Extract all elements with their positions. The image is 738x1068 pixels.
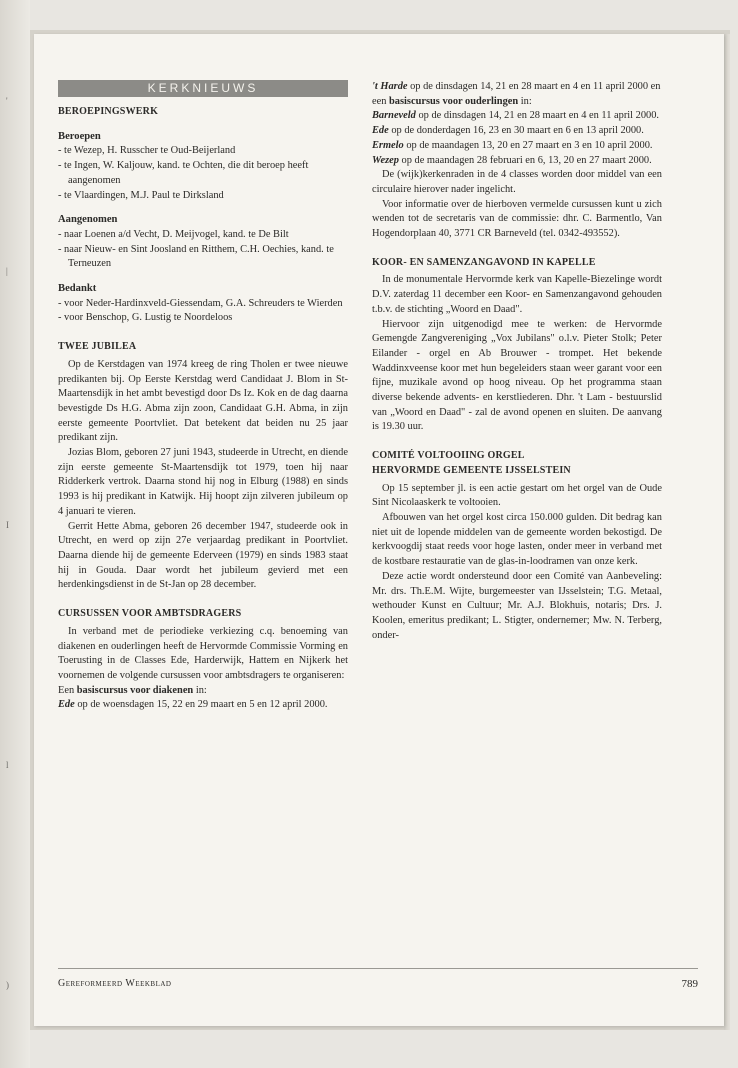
page-right-edge [724,34,730,1030]
text-run: op de dinsdagen 14, 21 en 28 maart en 4 en 11 april 2000 en [407,81,661,92]
paragraph [372,95,662,110]
bold-run: basiscursus voor ouderlingen [389,95,519,107]
paragraph: In de monumentale Hervormde kerk van Kapelle-Biezelinge wordt D.V. zaterdag 11 december een Koor- en Samenzangavond gehouden t.b.v. de stichting „Woord en Daad". [372,274,662,315]
list-item: - te Wezep, H. Russcher te Oud-Beijerland [58,145,236,157]
text-run: op de woensdagen 15, 22 en 29 maart en 5 en 12 april 2000. [74,699,328,711]
paragraph: Op de Kerstdagen van 1974 kreeg de ring Tholen er twee nieuwe predikanten bij. Op Eerste Kerstdag werd Candidaat J. Blom in St-Maartensdijk in het ambt bevestigd door Ds Iz. Kok en de dag daarna bevestigde Ds H.G. Abma zijn zoon, Candidaat G.H. Abma, in zijn eerste gemeente Poortvliet. Dat betekent dat beiden nu 25 jaar predikant zijn. [58,358,348,444]
paragraph: Hiervoor zijn uitgenodigd mee te werken: de Hervormde Gemengde Zangvereniging „Vox Jubilans" o.l.v. Pieter Stolk; Peter Eilander - orgel en Ab Brouwer - trompet. Het bekende Waddinxveense koor met hun begeleiders staan weer garant voor een fijne, muzikale avond op hoog niveau. Op het programma staan diverse bekende advents- en kerstliederen. Dhr. 't Lam - bestuurslid van „Woord en Daad" - zal de avond openen en sluiten. De aanvang is 19.30 uur. [372,318,662,433]
edge-mark: | [6,266,8,276]
paragraph [58,684,348,699]
list-item: - naar Nieuw- en Sint Joosland en Ritthem, C.H. Oechies, kand. te Terneuzen [58,243,334,270]
list-item: - voor Benschop, G. Lustig te Noordeloos [58,312,233,324]
paragraph: De (wijk)kerkenraden in de 4 classes worden door middel van een circulaire hierover nader ingelicht. [372,169,662,195]
paragraph: Deze actie wordt ondersteund door een Comité van Aanbeveling: Mr. drs. Th.E.M. Wijte, burgemeester van IJsselstein; T.G. Metaal, wethouder Kunst en Cultuur; Mr. A.J. Blokhuis, notaris; Drs. J. Koolen, emeritus predikant; L. Stigter, ondernemer; Mw. N. Terberg, onder- [372,570,662,641]
edge-mark: l [6,760,9,770]
list-item: - te Ingen, W. Kaljouw, kand. te Ochten, die dit beroep heeft aangenomen [58,160,309,186]
paragraph: Jozias Blom, geboren 27 juni 1943, studeerde in Utrecht, en diende zijn eerste gemeente St-Maartensdijk tot 1979, toen hij naar Ridderkerk vertrok. Daarna stond hij nog in Elburg (1988) en sinds 1993 is hij predikant in Katwijk. Hij hoopt zijn zilveren jubileum op 4 januari te vieren. [58,447,348,517]
paragraph: Voor informatie over de hierboven vermelde cursussen kunt u zich wenden tot de secretaris van de commissie: dhr. C. Barmentlo, Van Hogendorplaan 40, 3771 CR Barneveld (tel. 0342-493552). [372,198,662,240]
paragraph [372,109,662,124]
previous-page-edge [0,0,30,1068]
bedankt-heading: Bedankt [58,283,97,295]
bold-run: basiscursus voor diakenen [76,684,194,696]
comite-heading-line2: HERVORMDE GEMEENTE IJSSELSTEIN [372,464,571,476]
place-name: Ede [58,699,75,711]
aangenomen-heading: Aangenomen [58,214,118,226]
koor-heading: KOOR- EN SAMENZANGAVOND IN KAPELLE [372,256,596,268]
text-run: in: [193,684,207,696]
right-column [372,80,662,643]
paragraph [372,80,662,95]
list-item: - naar Loenen a/d Vecht, D. Meijvogel, kand. te De Bilt [58,228,289,240]
place-name: Barneveld [372,110,416,122]
left-column [58,80,348,713]
cursussen-heading: CURSUSSEN VOOR AMBTSDRAGERS [58,608,242,620]
beroepingswerk-heading: BEROEPINGSWERK [58,106,159,117]
magazine-page [34,34,724,1026]
text-run: op de maandagen 13, 20 en 27 maart en 3 en 10 april 2000. [403,139,653,151]
edge-mark: ) [6,980,9,990]
list-item: - te Vlaardingen, M.J. Paul te Dirksland [58,189,224,201]
place-name: Ede [372,125,389,137]
paragraph [58,698,348,713]
place-name: Wezep [372,154,399,166]
beroepen-heading: Beroepen [58,130,101,142]
jubilea-heading: TWEE JUBILEA [58,341,137,353]
place-name: 't Harde [372,81,408,92]
footer-rule [58,968,698,969]
text-run: in: [518,95,532,107]
paragraph [372,154,662,169]
place-name: Ermelo [372,139,404,151]
edge-mark: ' [6,96,8,106]
paragraph: Gerrit Hette Abma, geboren 26 december 1947, studeerde ook in Utrecht, en werd op zijn 27e verjaardag predikant in Poortvliet. Daarna diende hij de gemeente Ederveen (1979) en sinds 1983 staat hij in Gouda. Daar wordt het jubileum gevierd met een herdenkingsdienst in de St-Jan op 28 december. [58,520,348,591]
comite-heading-line1: COMITÉ VOLTOOIING ORGEL [372,450,525,462]
paragraph [372,139,662,154]
publication-name: Gereformeerd Weekblad [58,978,172,989]
text-run: op de dinsdagen 14, 21 en 28 maart en 4 en 11 april 2000. [415,110,660,122]
edge-mark: I [6,520,9,530]
paragraph [372,124,662,139]
text-run: op de donderdagen 16, 23 en 30 maart en 6 en 13 april 2000. [388,125,644,137]
paragraph: In verband met de periodieke verkiezing c.q. benoeming van diakenen en ouderlingen heeft de Hervormde Commissie Vorming en Toerusting in de Classes Ede, Harderwijk, Hattem en Nijkerk het voornemen de volgende cursussen voor ambtsdragers te organiseren: [58,625,348,681]
list-item: - voor Neder-Hardinxveld-Giessendam, G.A. Schreuders te Wierden [58,297,343,309]
section-banner: KERKNIEUWS [58,80,348,97]
text-run: Een [58,684,77,696]
paragraph: Op 15 september jl. is een actie gestart om het orgel van de Oude Sint Nicolaaskerk te voltooien. [372,482,662,509]
text-run: een [372,95,390,107]
paragraph: Afbouwen van het orgel kost circa 150.000 gulden. Dit bedrag kan niet uit de lopende middelen van de gemeente worden bekostigd. De kerkvoogdij staat reeds voor hoge lasten, onder meer in verband met de kostbare restauratie van de glas-in-loodramen van onze kerk. [372,511,662,568]
text-run: op de maandagen 28 februari en 6, 13, 20 en 27 maart 2000. [398,154,652,166]
page-number: 789 [681,978,698,990]
